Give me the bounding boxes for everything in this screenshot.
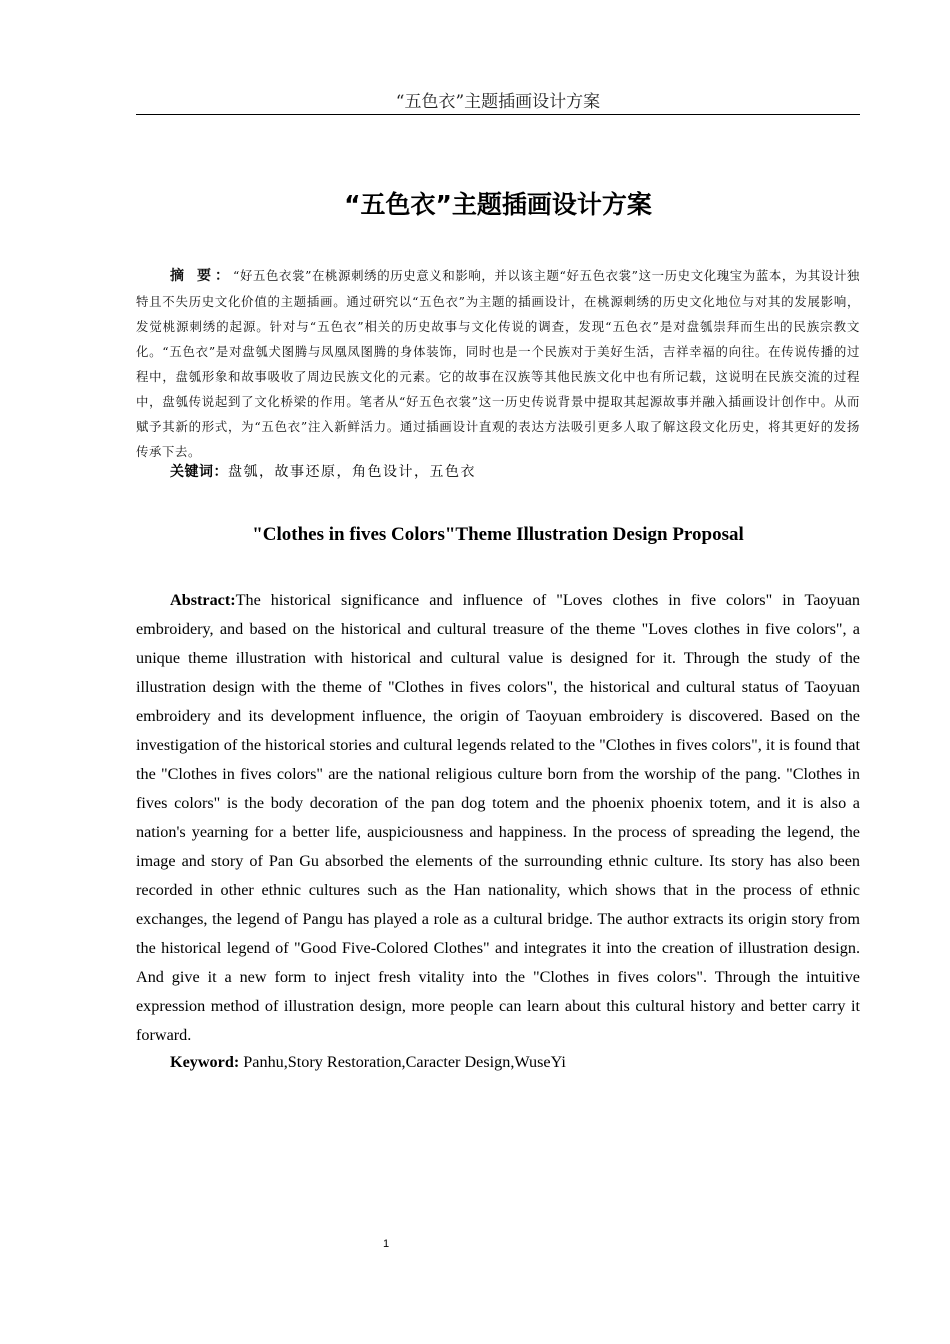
chinese-keywords-text: 盘瓠，故事还原，角色设计，五色衣 [228,464,476,480]
english-keywords-text: Panhu,Story Restoration,Caracter Design,WuseYi [239,1053,566,1071]
chinese-abstract-label: 摘 要： [170,268,234,284]
chinese-keywords [170,460,860,484]
header-rule [136,114,860,115]
chinese-abstract-text: “好五色衣裳”在桃源刺绣的历史意义和影响，并以该主题“好五色衣裳”这一历史文化瑰宝为蓝本，为其设计独特且不失历史文化价值的主题插画。通过研究以“五色衣”为主题的插画设计，在桃源刺绣的历史文化地位与对其的发展影响，发觉桃源刺绣的起源。针对与“五色衣”相关的历史故事与文化传说的调查，发现“五色衣”是对盘瓠崇拜而生出的民族宗教文化。“五色衣”是对盘瓠犬图腾与凤凰凤图腾的身体装饰，同时也是一个民族对于美好生活，吉祥幸福的向往。在传说传播的过程中，盘瓠形象和故事吸收了周边民族文化的元素。它的故事在汉族等其他民族文化中也有所记载，这说明在民族交流的过程中，盘瓠传说起到了文化桥梁的作用。笔者从“好五色衣裳”这一历史传说背景中提取其起源故事并融入插画设计创作中。从而赋予其新的形式，为“五色衣”注入新鲜活力。通过插画设计直观的表达方法吸引更多人取了解这段文化历史，将其更好的发扬传承下去。 [136,268,860,459]
page-number: 1 [382,1238,390,1250]
chinese-abstract [136,263,860,464]
english-title: "Clothes in fives Colors"Theme Illustration Design Proposal [252,524,744,545]
english-abstract [136,586,860,1050]
english-keywords [170,1048,860,1077]
english-abstract-text: The historical significance and influence of "Loves clothes in five colors" in Taoyuan embroidery, and based on the historical and cultural treasure of the theme "Loves clothes in five colors", a unique theme illustration with historical and cultural value is designed for it. Through the study of the illustration design with the theme of "Clothes in fives colors", the historical and cultural status of Taoyuan embroidery and its development influence, the origin of Taoyuan embroidery is discovered. Based on the investigation of the historical stories and cultural legends related to the "Clothes in fives colors", it is found that the "Clothes in fives colors" are the national religious culture born from the worship of the pang. "Clothes in fives colors" is the body decoration of the pan dog totem and the phoenix phoenix totem, and it is also a nation's yearning for a better life, auspiciousness and happiness. In the process of spreading the legend, the image and story of Pan Gu absorbed the elements of the surrounding ethnic culture. Its story has also been recorded in other ethnic cultures such as the Han nationality, which shows that in the process of ethnic exchanges, the legend of Pangu has played a role as a cultural bridge. The author extracts its origin story from the historical legend of "Good Five-Colored Clothes" and integrates it into the creation of illustration design. And give it a new form to inject fresh vitality into the "Clothes in fives colors". Through the intuitive expression method of illustration design, more people can learn about this cultural history and better carry it forward. [136,591,860,1044]
chinese-keywords-label: 关键词： [170,464,228,480]
english-abstract-label: Abstract: [170,591,236,609]
running-header: “五色衣”主题插画设计方案 [395,92,601,112]
chinese-title: “五色衣”主题插画设计方案 [344,190,652,219]
english-keywords-label: Keyword: [170,1053,240,1071]
